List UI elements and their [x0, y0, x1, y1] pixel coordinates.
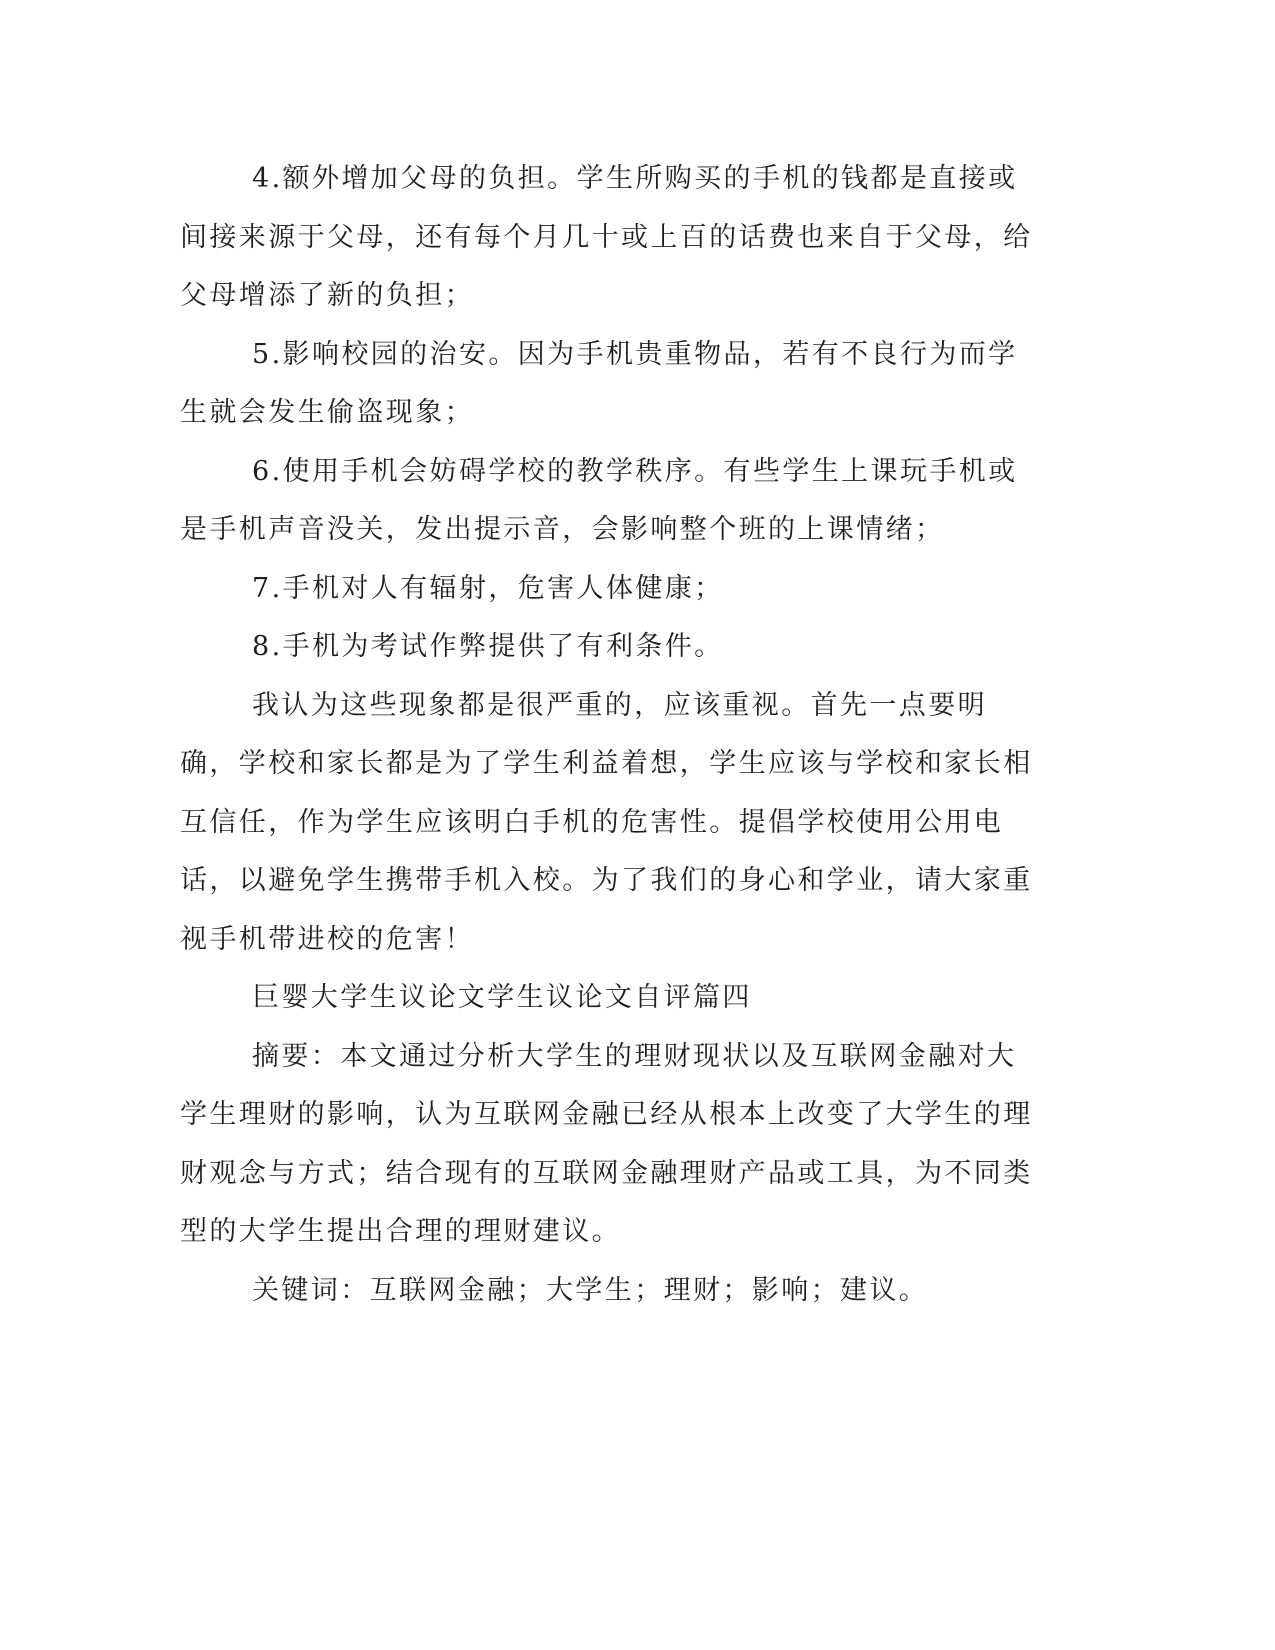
paragraph-conclusion: 我认为这些现象都是很严重的，应该重视。首先一点要明确，学校和家长都是为了学生利益着想，学生应该与学校和家长相互信任，作为学生应该明白手机的危害性。提倡学校使用公用电话，以避免学生携带手机入校。为了我们的身心和学业，请大家重视手机带进校的危害！: [180, 689, 1033, 955]
paragraph-item-6: 6.使用手机会妨碍学校的教学秩序。有些学生上课玩手机或是手机声音没关，发出提示音，会影响整个班的上课情绪；: [180, 455, 1018, 545]
paragraph-item-4: 4.额外增加父母的负担。学生所购买的手机的钱都是直接或间接来源于父母，还有每个月几十或上百的话费也来自于父母，给父母增添了新的负担；: [180, 163, 1033, 311]
paragraph-item-8: 8.手机为考试作弊提供了有利条件。: [252, 631, 724, 662]
document-body: [180, 150, 1040, 1320]
paragraph-abstract: 摘要：本文通过分析大学生的理财现状以及互联网金融对大学生理财的影响，认为互联网金融已经从根本上改变了大学生的理财观念与方式；结合现有的互联网金融理财产品或工具，为不同类型的大学生提出合理的理财建议。: [180, 1040, 1033, 1247]
paragraph-item-5: 5.影响校园的治安。因为手机贵重物品，若有不良行为而学生就会发生偷盗现象；: [180, 338, 1018, 428]
paragraph-keywords: 关键词：互联网金融；大学生；理财；影响；建议。: [252, 1274, 929, 1306]
paragraph-item-7: 7.手机对人有辐射，危害人体健康；: [252, 572, 724, 604]
section-heading: 巨婴大学生议论文学生议论文自评篇四: [252, 982, 752, 1013]
